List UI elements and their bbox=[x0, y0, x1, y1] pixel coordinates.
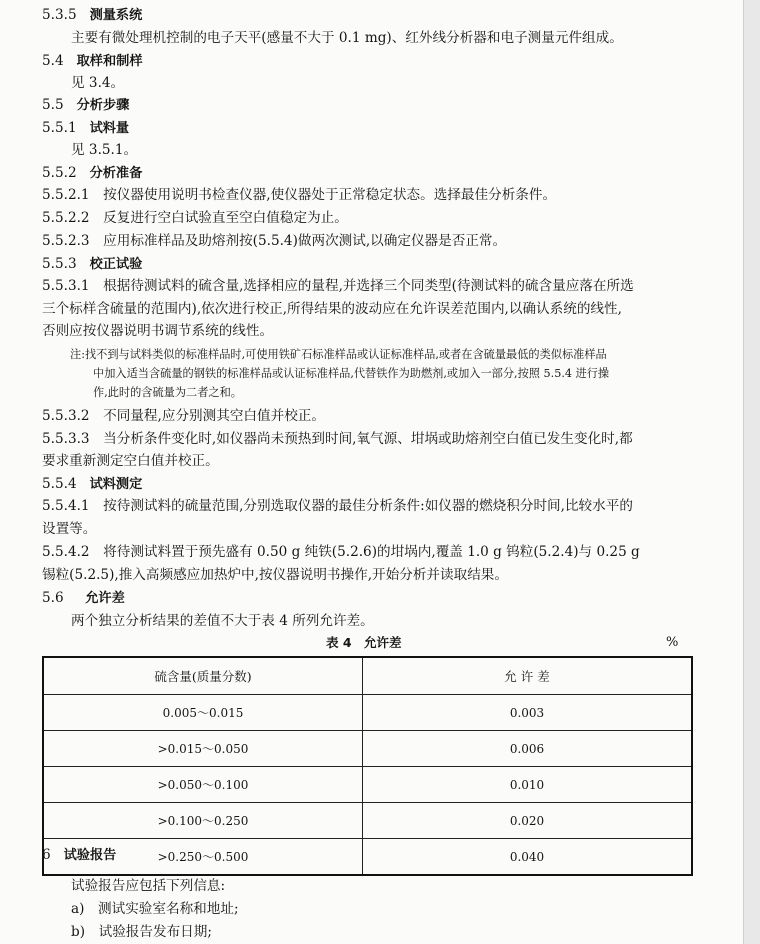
table-row bbox=[43, 839, 692, 876]
section-5-5-1-heading bbox=[42, 119, 129, 138]
table-row bbox=[43, 731, 692, 767]
list-item: a) 测试实验室名称和地址; bbox=[71, 901, 239, 917]
section-title: 分析准备 bbox=[89, 166, 143, 181]
paragraph: 试验报告应包括下列信息: bbox=[71, 878, 226, 894]
section-number: 5.3.5 bbox=[42, 7, 77, 23]
section-5-5-2-heading bbox=[42, 164, 142, 183]
section-number: 5.5.2 bbox=[42, 165, 77, 181]
section-number: 5.6 bbox=[42, 590, 64, 606]
section-title: 分析步骤 bbox=[76, 98, 130, 113]
paragraph: 两个独立分析结果的差值不大于表 4 所列允许差。 bbox=[71, 613, 374, 629]
cell-tolerance: 0.003 bbox=[363, 695, 693, 731]
cell-range: >0.050～0.100 bbox=[43, 767, 363, 803]
paragraph: 三个标样含硫量的范围内),依次进行校正,所得结果的波动应在允许误差范围内,以确认系统的线性, bbox=[42, 301, 622, 317]
section-5-4-heading bbox=[42, 52, 143, 71]
section-title: 取样和制样 bbox=[76, 54, 143, 69]
section-number: 5.5.4 bbox=[42, 476, 77, 492]
section-title: 校正试验 bbox=[89, 257, 143, 272]
section-number: 5.5 bbox=[42, 97, 64, 113]
paragraph: 5.5.2.3 应用标准样品及助熔剂按(5.5.4)做两次测试,以确定仪器是否正常。 bbox=[42, 233, 507, 249]
table-row bbox=[43, 767, 692, 803]
cell-tolerance: 0.006 bbox=[363, 731, 693, 767]
section-number: 5.5.3 bbox=[42, 256, 77, 272]
header-tolerance: 允 许 差 bbox=[363, 657, 693, 695]
header-sulfur-content: 硫含量(质量分数) bbox=[43, 657, 363, 695]
paragraph: 5.5.2.2 反复进行空白试验直至空白值稳定为止。 bbox=[42, 210, 348, 226]
section-title: 测量系统 bbox=[89, 8, 143, 23]
paragraph: 5.5.4.1 按待测试料的硫量范围,分别选取仪器的最佳分析条件:如仪器的燃烧积分时间,比较水平的 bbox=[42, 498, 633, 514]
paragraph: 主要有微处理机控制的电子天平(感量不大于 0.1 mg)、红外线分析器和电子测量元件组成。 bbox=[71, 30, 623, 46]
section-5-3-5-heading bbox=[42, 6, 142, 25]
table-row bbox=[43, 803, 692, 839]
table-row bbox=[43, 695, 692, 731]
paragraph: 要求重新测定空白值并校正。 bbox=[42, 453, 219, 469]
section-title: 试料测定 bbox=[89, 477, 143, 492]
cell-tolerance: 0.020 bbox=[363, 803, 693, 839]
vertical-scrollbar[interactable] bbox=[743, 0, 760, 944]
paragraph: 锡粒(5.2.5),推入高频感应加热炉中,按仪器说明书操作,开始分析并读取结果。 bbox=[42, 567, 508, 583]
paragraph: 5.5.3.1 根据待测试料的硫含量,选择相应的量程,并选择三个同类型(待测试料的硫含量应落在所选 bbox=[42, 278, 634, 294]
note-line: 作,此时的含硫量为二者之和。 bbox=[93, 386, 242, 399]
tolerance-table bbox=[42, 656, 693, 876]
cell-range: >0.100～0.250 bbox=[43, 803, 363, 839]
section-title: 允许差 bbox=[85, 591, 125, 606]
section-5-5-4-heading bbox=[42, 475, 142, 494]
section-number: 5.4 bbox=[42, 53, 64, 69]
paragraph: 见 3.4。 bbox=[71, 75, 125, 91]
cell-range: >0.250～0.500 bbox=[43, 839, 363, 876]
paragraph: 5.5.3.3 当分析条件变化时,如仪器尚未预热到时间,氧气源、坩埚或助熔剂空白值已发生变化时,都 bbox=[42, 431, 633, 447]
note-line: 中加入适当含硫量的钢铁的标准样品或认证标准样品,代替铁作为助燃剂,或加入一部分,按照 5.5.4 进行操 bbox=[93, 367, 610, 380]
cell-tolerance: 0.010 bbox=[363, 767, 693, 803]
section-number: 5.5.1 bbox=[42, 120, 77, 136]
section-5-5-3-heading bbox=[42, 255, 142, 274]
cell-range: 0.005～0.015 bbox=[43, 695, 363, 731]
cell-range: >0.015～0.050 bbox=[43, 731, 363, 767]
table-header-row bbox=[43, 657, 692, 695]
table-unit: % bbox=[666, 635, 679, 650]
section-6-heading bbox=[42, 846, 116, 865]
section-title: 试验报告 bbox=[63, 848, 117, 863]
list-item: b) 试验报告发布日期; bbox=[71, 924, 212, 940]
section-5-6-heading bbox=[42, 589, 125, 608]
section-number: 6 bbox=[42, 847, 51, 863]
note-line: 注:找不到与试料类似的标准样品时,可使用铁矿石标准样品或认证标准样品,或者在含硫量最低的类似标准样品 bbox=[70, 348, 607, 361]
section-title: 试料量 bbox=[89, 121, 130, 136]
paragraph: 否则应按仪器说明书调节系统的线性。 bbox=[42, 323, 274, 339]
paragraph: 5.5.4.2 将待测试料置于预先盛有 0.50 g 纯铁(5.2.6)的坩埚内,覆盖 1.0 g 钨粒(5.2.4)与 0.25 g bbox=[42, 544, 640, 560]
paragraph: 见 3.5.1。 bbox=[71, 142, 138, 158]
table-caption: 表 4 允许差 bbox=[326, 635, 402, 650]
paragraph: 设置等。 bbox=[42, 521, 97, 537]
paragraph: 5.5.3.2 不同量程,应分别测其空白值并校正。 bbox=[42, 408, 325, 424]
section-5-5-heading bbox=[42, 96, 129, 115]
cell-tolerance: 0.040 bbox=[363, 839, 693, 876]
paragraph: 5.5.2.1 按仪器使用说明书检查仪器,使仪器处于正常稳定状态。选择最佳分析条件。 bbox=[42, 187, 557, 203]
